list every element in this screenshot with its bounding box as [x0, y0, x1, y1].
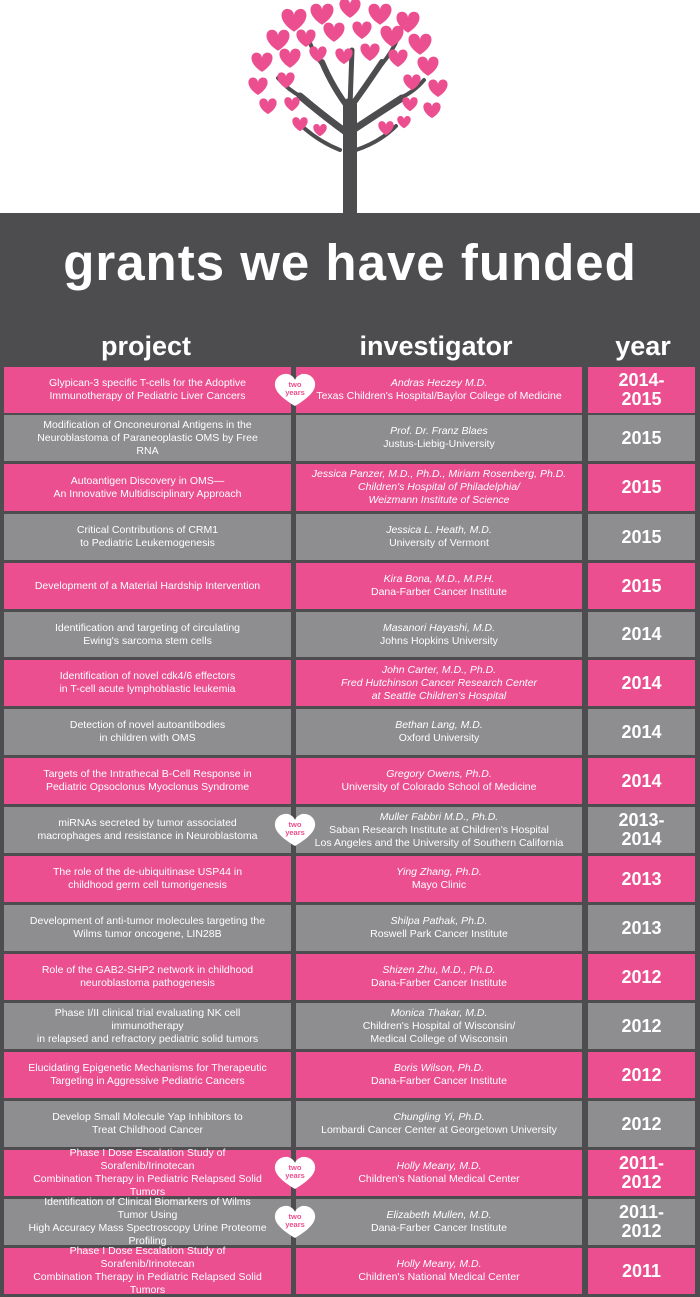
project-cell [4, 660, 291, 706]
project-line: childhood germ cell tumorigenesis [68, 879, 227, 891]
investigator-affiliation: Dana-Farber Cancer Institute [371, 1222, 507, 1234]
investigator-affiliation: Dana-Farber Cancer Institute [371, 977, 507, 989]
project-line: Phase I Dose Escalation Study of Sorafenib/Irinotecan [69, 1245, 226, 1270]
table-row [0, 415, 700, 461]
investigator-name: Kira Bona, M.D., M.P.H. [383, 573, 495, 585]
investigator-affiliation: Weizmann Institute of Science [368, 494, 510, 506]
two-years-label: two years [285, 820, 305, 837]
year-cell [588, 415, 695, 461]
project-line: Role of the GAB2-SHP2 network in childhood [41, 964, 254, 976]
heart-icon [408, 34, 431, 55]
year-line: 2012 [621, 966, 662, 987]
year-line: 2014 [621, 624, 662, 644]
year-line: 2015 [621, 575, 662, 596]
investigator-affiliation: Children's National Medical Center [358, 1271, 520, 1283]
year-line: 2015 [621, 477, 662, 497]
heart-icon [251, 53, 272, 72]
table-row [0, 464, 700, 511]
project-line: Detection of novel autoantibodies [69, 719, 226, 731]
table-row [0, 1052, 700, 1098]
table-row [0, 1196, 700, 1247]
project-line: Treat Childhood Cancer [91, 1124, 204, 1136]
project-line: miRNAs secreted by tumor associated [58, 817, 237, 829]
investigator-cell [296, 856, 582, 902]
project-cell [4, 1052, 291, 1098]
investigator-cell [296, 415, 582, 461]
column-header-investigator: investigator [359, 331, 513, 361]
project-line: Development of anti-tumor molecules targeting the [29, 915, 266, 927]
year-line: 2013 [621, 917, 662, 938]
heart-icon [423, 102, 440, 118]
year-line: 2014 [621, 770, 662, 791]
project-cell [4, 563, 291, 609]
project-line: Elucidating Epigenetic Mechanisms for Therapeutic [28, 1062, 267, 1074]
project-line: The role of the de-ubiquitinase USP44 in [52, 866, 243, 878]
project-cell [4, 612, 291, 657]
investigator-name: Holly Meany, M.D. [396, 1258, 482, 1270]
investigator-cell [296, 563, 582, 609]
investigator-affiliation: Children's Hospital of Philadelphia/ [358, 481, 520, 493]
investigator-affiliation: Roswell Park Cancer Institute [370, 928, 508, 940]
project-line: macrophages and resistance in Neuroblastoma [37, 830, 258, 842]
investigator-affiliation: Oxford University [398, 732, 480, 744]
year-line: 2012 [621, 1113, 662, 1134]
investigator-cell [296, 1199, 582, 1245]
investigator-cell [296, 1003, 582, 1049]
project-cell [4, 954, 291, 1000]
investigator-cell [296, 514, 582, 560]
table-row [0, 1245, 700, 1296]
year-cell [588, 1003, 695, 1049]
project-cell [4, 807, 291, 853]
year-line: 2014 [621, 672, 662, 693]
investigator-cell [296, 367, 582, 413]
investigator-cell [296, 1101, 582, 1147]
investigator-name: Boris Wilson, Ph.D. [393, 1062, 485, 1074]
heart-icon [310, 4, 333, 25]
project-line: Neuroblastoma of Paraneoplastic OMS by Free RNA [37, 431, 258, 457]
project-line: neuroblastoma pathogenesis [80, 977, 215, 989]
investigator-cell [296, 709, 582, 755]
project-line: Immunotherapy of Pediatric Liver Cancers [49, 390, 246, 402]
table-row [0, 807, 700, 853]
investigator-name: Bethan Lang, M.D. [395, 719, 483, 731]
investigator-affiliation: Medical College of Wisconsin [370, 1032, 508, 1045]
investigator-cell [296, 612, 582, 657]
year-cell [588, 464, 695, 511]
investigator-cell [296, 807, 582, 853]
year-cell [588, 367, 695, 413]
project-cell [4, 758, 291, 804]
two-years-label: two years [285, 380, 305, 397]
project-line: Critical Contributions of CRM1 [76, 524, 219, 536]
project-line: Ewing's sarcoma stem cells [83, 634, 212, 647]
table-row [0, 856, 700, 902]
project-cell [4, 367, 291, 413]
table-row [0, 905, 700, 951]
year-line: 2014- [618, 370, 665, 390]
project-line: Identification of novel cdk4/6 effectors [59, 670, 236, 682]
project-line: Autoantigen Discovery in OMS— [70, 474, 225, 487]
year-cell [588, 1199, 695, 1245]
table-row [0, 367, 700, 413]
project-cell [4, 464, 291, 511]
investigator-name: Gregory Owens, Ph.D. [386, 768, 492, 780]
investigator-cell [296, 1052, 582, 1098]
heart-icon [352, 21, 371, 39]
year-line: 2015 [621, 389, 662, 409]
investigator-name: John Carter, M.D., Ph.D. [381, 663, 497, 676]
investigator-cell [296, 758, 582, 804]
year-line: 2015 [621, 526, 662, 547]
two-years-heart-badge [274, 813, 316, 847]
project-line: Identification and targeting of circulating [54, 621, 241, 634]
project-cell [4, 1196, 291, 1247]
investigator-cell [296, 1248, 582, 1294]
project-line: Modification of Onconeuronal Antigens in the [43, 418, 252, 431]
year-line: 2011 [621, 1260, 662, 1281]
table-row [0, 954, 700, 1000]
year-cell [588, 514, 695, 560]
year-line: 2012 [621, 1064, 662, 1085]
heart-icon [428, 79, 447, 97]
table-row [0, 563, 700, 609]
project-cell [4, 905, 291, 951]
table-row [0, 612, 700, 657]
page-title: grants we have funded [63, 234, 637, 291]
year-line: 2013 [621, 868, 662, 889]
investigator-name: Prof. Dr. Franz Blaes [390, 425, 488, 437]
heart-icon [282, 9, 307, 32]
table-row [0, 758, 700, 804]
investigator-affiliation: at Seattle Children's Hospital [371, 689, 507, 702]
investigator-cell [296, 905, 582, 951]
project-line: Phase I/II clinical trial evaluating NK cell immunotherapy [54, 1006, 241, 1032]
project-line: in T-cell acute lymphoblastic leukemia [59, 683, 236, 695]
investigator-affiliation: Johns Hopkins University [380, 634, 498, 647]
investigator-affiliation: Texas Children's Hospital/Baylor College of Medicine [316, 390, 562, 402]
year-cell [588, 1248, 695, 1294]
investigator-name: Holly Meany, M.D. [396, 1160, 482, 1172]
year-cell [588, 612, 695, 657]
investigator-cell [296, 660, 582, 706]
table-row [0, 709, 700, 755]
two-years-label: two years [285, 1163, 305, 1180]
investigator-name: Masanori Hayashi, M.D. [382, 621, 496, 634]
project-line: Wilms tumor oncogene, LIN28B [73, 928, 222, 940]
investigator-affiliation: Dana-Farber Cancer Institute [371, 1075, 507, 1087]
project-cell [4, 856, 291, 902]
year-line: 2014 [621, 829, 662, 849]
investigator-name: Shilpa Pathak, Ph.D. [390, 915, 488, 927]
project-cell [4, 1101, 291, 1147]
heart-icon [368, 4, 391, 25]
year-cell [588, 856, 695, 902]
investigator-cell [296, 464, 582, 511]
investigator-affiliation: Children's National Medical Center [358, 1173, 520, 1185]
investigator-affiliation: Children's Hospital of Wisconsin/ [362, 1019, 516, 1032]
year-line: 2012 [621, 1172, 662, 1192]
project-line: Pediatric Opsoclonus Myoclonus Syndrome [45, 781, 250, 793]
heart-icon [397, 116, 410, 128]
year-line: 2011- [618, 1153, 665, 1173]
table-row [0, 660, 700, 706]
project-line: in relapsed and refractory pediatric solid tumors [36, 1032, 259, 1045]
project-cell [4, 1147, 291, 1198]
year-line: 2012 [621, 1221, 662, 1241]
heart-icon [339, 0, 360, 18]
year-cell [588, 1101, 695, 1147]
investigator-name: Elizabeth Mullen, M.D. [386, 1209, 492, 1221]
year-cell [588, 905, 695, 951]
investigator-name: Muller Fabbri M.D., Ph.D. [379, 810, 499, 823]
investigator-name: Chungling Yi, Ph.D. [393, 1111, 485, 1123]
year-line: 2015 [621, 427, 662, 448]
project-cell [4, 1003, 291, 1049]
heart-icon [277, 72, 294, 88]
year-line: 2012 [621, 1015, 662, 1036]
table-row [0, 514, 700, 560]
project-line: Glypican-3 specific T-cells for the Adoptive [48, 377, 247, 389]
investigator-name: Andras Heczey M.D. [390, 377, 488, 389]
project-cell [4, 709, 291, 755]
heart-icon [309, 46, 326, 62]
heart-icon [266, 30, 289, 51]
investigator-name: Shizen Zhu, M.D., Ph.D. [382, 964, 496, 976]
heart-icon [284, 97, 299, 111]
year-cell [588, 807, 695, 853]
year-line: 2011- [618, 1202, 665, 1222]
heart-icon [402, 97, 417, 111]
project-cell [4, 514, 291, 560]
project-line: Identification of Clinical Biomarkers of Wilms Tumor Using [44, 1196, 251, 1221]
investigator-affiliation: Dana-Farber Cancer Institute [371, 586, 507, 598]
investigator-affiliation: University of Colorado School of Medicine [341, 781, 537, 793]
year-line: 2014 [621, 721, 662, 742]
year-cell [588, 1052, 695, 1098]
year-cell [588, 758, 695, 804]
heart-tree-logo [0, 0, 700, 215]
investigator-affiliation: Justus-Liebig-University [383, 438, 495, 450]
project-line: to Pediatric Leukemogenesis [80, 537, 215, 549]
investigator-name: Jessica Panzer, M.D., Ph.D., Miriam Rosenberg, Ph.D. [311, 468, 567, 480]
investigator-cell [296, 954, 582, 1000]
two-years-label: two years [285, 1212, 305, 1229]
heart-icon [388, 49, 407, 67]
year-cell [588, 563, 695, 609]
heart-icon [417, 57, 438, 76]
heart-icon [323, 23, 344, 42]
project-cell [4, 1245, 291, 1296]
two-years-heart-badge [274, 373, 316, 407]
project-line: Combination Therapy in Pediatric Relapsed Solid Tumors [33, 1271, 262, 1296]
investigator-affiliation: Mayo Clinic [411, 879, 467, 891]
project-line: Develop Small Molecule Yap Inhibitors to [52, 1111, 243, 1123]
investigator-affiliation: University of Vermont [389, 537, 489, 549]
year-cell [588, 1150, 695, 1196]
year-cell [588, 954, 695, 1000]
investigator-affiliation: Saban Research Institute at Children's Hospital [329, 823, 549, 836]
heart-icon [248, 77, 267, 95]
project-line: High Accuracy Mass Spectroscopy Urine Proteome Profiling [28, 1222, 267, 1247]
two-years-heart-badge [274, 1156, 316, 1190]
table-row [0, 1147, 700, 1198]
heart-icon [378, 121, 393, 135]
project-cell [4, 415, 291, 461]
investigator-affiliation: Los Angeles and the University of Southern California [314, 836, 564, 849]
year-cell [588, 709, 695, 755]
heart-icon [380, 26, 403, 47]
column-header-project: project [100, 331, 192, 361]
investigator-name: Jessica L. Heath, M.D. [386, 524, 492, 536]
investigator-affiliation: Lombardi Cancer Center at Georgetown University [321, 1124, 557, 1136]
heart-icon [259, 98, 276, 114]
project-line: Targets of the Intrathecal B-Cell Response in [43, 768, 252, 780]
year-cell [588, 660, 695, 706]
investigator-cell [296, 1150, 582, 1196]
table-row [0, 1101, 700, 1147]
year-line: 2013- [618, 810, 665, 830]
heart-icon [360, 43, 379, 61]
project-line: An Innovative Multidisciplinary Approach [53, 487, 242, 500]
column-header-year: year [615, 331, 671, 361]
project-line: Targeting in Aggressive Pediatric Cancers [50, 1075, 245, 1087]
investigator-name: Monica Thakar, M.D. [390, 1006, 488, 1019]
investigator-affiliation: Fred Hutchinson Cancer Research Center [340, 676, 538, 689]
project-line: Development of a Material Hardship Intervention [34, 579, 261, 592]
project-line: in children with OMS [99, 732, 196, 744]
two-years-heart-badge [274, 1205, 316, 1239]
project-line: Combination Therapy in Pediatric Relapsed Solid Tumors [33, 1173, 262, 1198]
investigator-name: Ying Zhang, Ph.D. [396, 866, 482, 878]
heart-icon [279, 49, 300, 68]
project-line: Phase I Dose Escalation Study of Sorafenib/Irinotecan [69, 1147, 226, 1172]
table-row [0, 1003, 700, 1049]
